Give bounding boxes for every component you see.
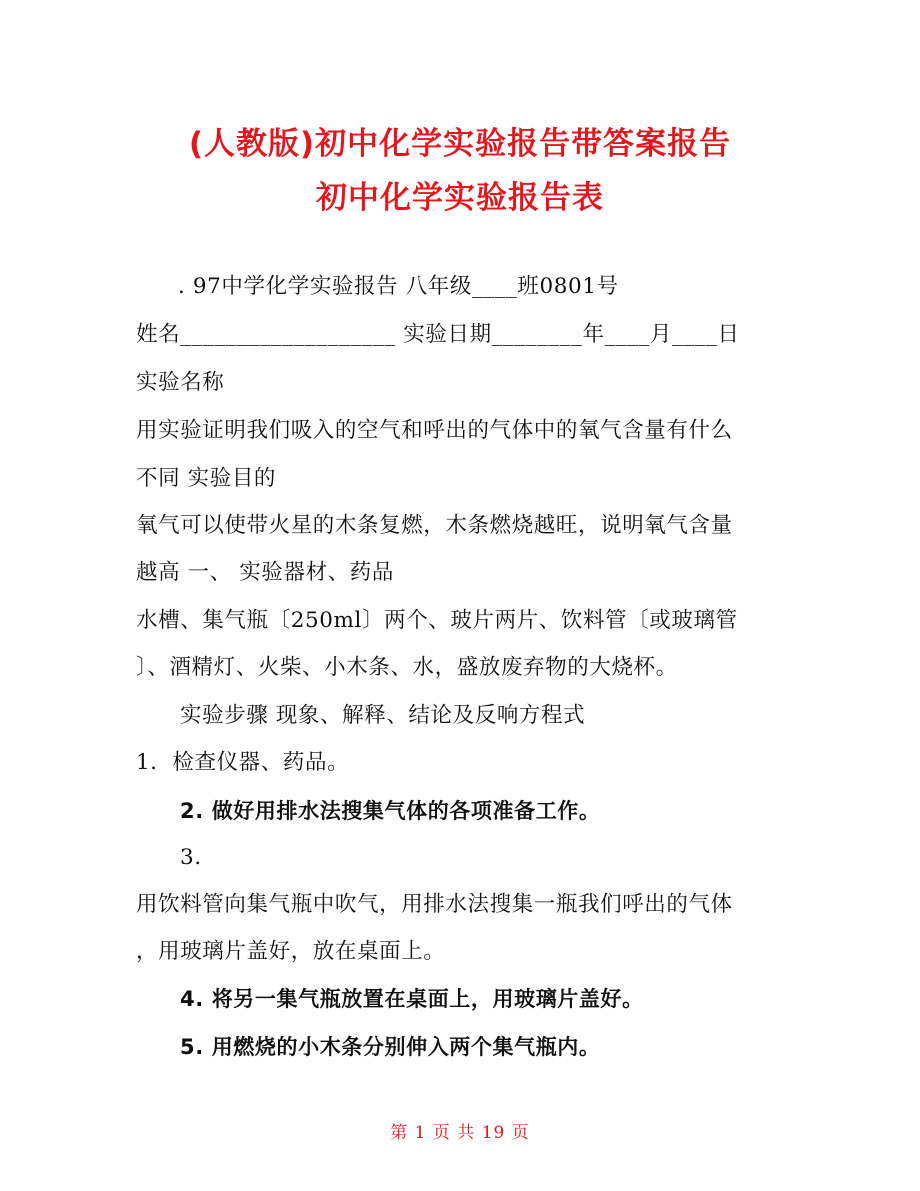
page-number: 第 1 页 共 19 页 [390, 1123, 530, 1143]
body-text-line: 氧气可以使带火星的木条复燃，木条燃烧越旺，说明氧气含量 [136, 513, 733, 538]
body-text-line: 〕、酒精灯、火柴、小木条、水，盛放废弃物的大烧杯。 [136, 655, 678, 680]
step-item: 1．检查仪器、药品。 [136, 750, 350, 775]
document-title: (人教版)初中化学实验报告带答案报告 [188, 126, 732, 162]
step-item: 2. 做好用排水法搜集气体的各项准备工作。 [180, 799, 601, 823]
experiment-name-label: 实验名称 [136, 370, 225, 395]
step-item: 4. 将另一集气瓶放置在桌面上，用玻璃片盖好。 [180, 987, 644, 1011]
name-date-line: 姓名___________________ 实验日期________年____月____日 [136, 322, 740, 347]
body-text-line: 水槽、集气瓶〔250ml〕两个、玻片两片、饮料管〔或玻璃管 [136, 608, 738, 633]
body-text-line: 不同 实验目的 [136, 466, 277, 491]
step-item: 5. 用燃烧的小木条分别伸入两个集气瓶内。 [180, 1035, 601, 1059]
report-header-line: . 97中学化学实验报告 八年级____班0801号 [178, 274, 619, 299]
body-text-line: 越高 一、 实验器材、药品 [136, 560, 394, 585]
step-item: 3. [180, 845, 202, 870]
body-text-line: 用饮料管向集气瓶中吹气，用排水法搜集一瓶我们呼出的气体 [136, 892, 733, 917]
body-text-line: ，用玻璃片盖好，放在桌面上。 [136, 939, 446, 964]
body-text-line: 用实验证明我们吸入的空气和呼出的气体中的氧气含量有什么 [136, 418, 733, 443]
document-subtitle: 初中化学实验报告表 [316, 180, 604, 216]
steps-heading: 实验步骤 现象、解释、结论及反响方程式 [180, 703, 586, 728]
